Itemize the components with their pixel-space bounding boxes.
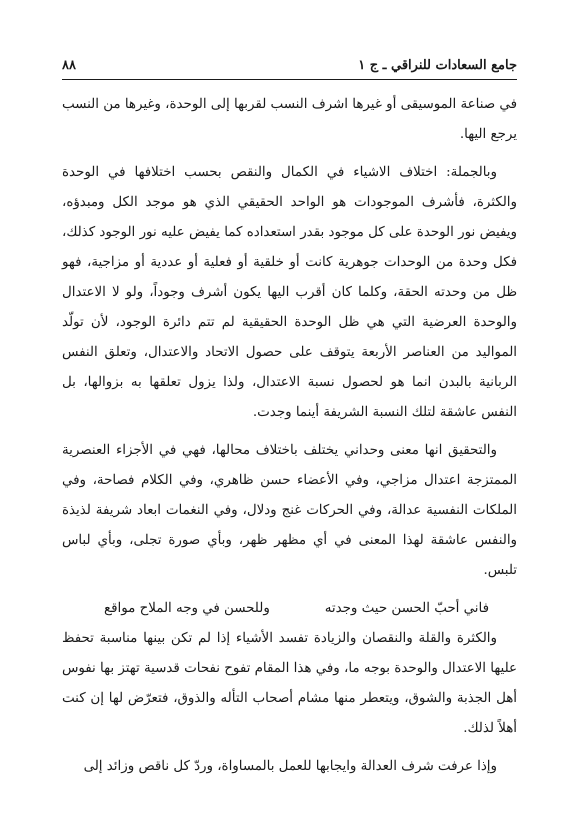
running-header bbox=[62, 54, 517, 76]
paragraph-5: وإذا عرفت شرف العدالة وايجابها للعمل بالمساواة، وردّ كل ناقص وزائد إلى bbox=[83, 759, 497, 774]
paragraph-3: والتحقيق انها معنى وحداني يختلف باختلاف محالها، فهي في الأجزاء العنصرية الممتزجة اعتدال مزاجي، وفي الأعضاء حسن ظاهري، وفي الكلام فصاحة، وفي الملكات النفسية عدالة، وفي الحركات غنج ودلال، وفي النغمات ابعاد شريفة لذيذة والنفس عاشقة لهذا المعنى في أي مظهر ظهر، وبأي صورة تجلى، وبأي لباس تلبس. bbox=[62, 443, 517, 578]
book-title: جامع السعادات للنراقي ـ ج ١ bbox=[358, 57, 517, 73]
page-number: ٨٨ bbox=[62, 57, 76, 73]
page-body bbox=[62, 90, 517, 790]
paragraph-4: والكثرة والقلة والنقصان والزيادة تفسد الأشياء إذا لم تكن بينها مناسبة تحفظ عليها الاعتدال والوحدة بوجه ما، وفي هذا المقام تفوح نفحات قدسية تهتز بها نفوس أهل الجذبة والشوق، ويتعطر منها مشام أصحاب التأله والذوق، فتعرّض لها إن كنت أهلاً لذلك. bbox=[62, 631, 517, 736]
header-divider bbox=[62, 79, 517, 80]
paragraph-1: في صناعة الموسيقى أو غيرها اشرف النسب لقربها إلى الوحدة، وغيرها من النسب يرجع اليها. bbox=[62, 97, 517, 142]
poetry-verse bbox=[62, 594, 517, 624]
paragraph-2: وبالجملة: اختلاف الاشياء في الكمال والنقص بحسب اختلافها في الوحدة والكثرة، فأشرف الموجودات هو الواحد الحقيقي الذي هو موجد الكل ومبدؤه، ويفيض نور الوحدة على كل موجود بقدر استعداده كما يفيض عليه نور الوجود كذلك، فكل وحدة من الوحدات جوهرية كانت أو خلقية أو فعلية أو عددية أو مزاجية، فهو ظل من وحدته الحقة، وكلما كان أقرب اليها يكون أشرف وجوداً، ولو لا الاعتدال والوحدة العرضية التي هي ظل الوحدة الحقيقية لم تتم دائرة الوجود، لأن تولّد المواليد من العناصر الأربعة يتوقف على حصول الاتحاد والاعتدال، وتعلق النفس الربانية بالبدن انما هو لحصول نسبة الاعتدال، ولذا يزول تعلقها به بزوالها، بل النفس عاشقة لتلك النسبة الشريفة أينما وجدت. bbox=[62, 165, 517, 420]
verse-second-hemistich: وللحسن في وجه الملاح مواقع bbox=[104, 601, 270, 616]
verse-first-hemistich: فاني أحبّ الحسن حيث وجدته bbox=[324, 601, 489, 616]
